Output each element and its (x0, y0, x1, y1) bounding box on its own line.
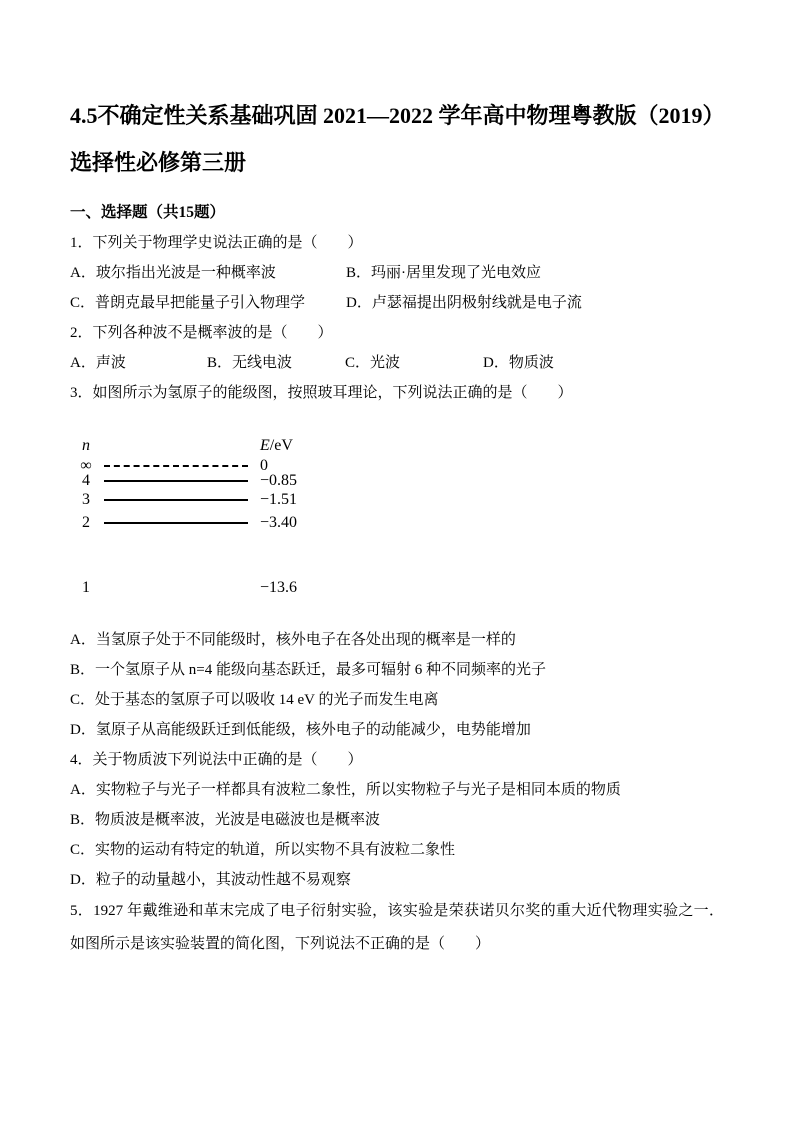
question-2-stem: 2．下列各种波不是概率波的是（ ） (70, 325, 333, 341)
question-1-option-c: C．普朗克最早把能量子引入物理学 (70, 295, 306, 311)
question-3-option-a: A．当氢原子处于不同能级时，核外电子在各处出现的概率是一样的 (70, 632, 516, 648)
question-1 (70, 228, 724, 318)
question-4-options (70, 775, 724, 895)
n-axis-label: n (82, 437, 90, 454)
energy-level-row-infinity (72, 458, 724, 473)
question-1-options (70, 258, 724, 318)
level-label-4: 4 (82, 471, 90, 489)
question-1-option-b: B．玛丽·居里发现了光电效应 (346, 265, 542, 281)
energy-axis-symbol: E (260, 437, 270, 454)
question-3-option-c: C．处于基态的氢原子可以吸收 14 eV 的光子而发生电离 (70, 692, 439, 708)
document-title-line-1: 4.5不确定性关系基础巩固 2021—2022 学年高中物理粤教版（2019） (70, 103, 725, 128)
level-energy-infinity: 0 (260, 456, 268, 474)
level-energy-4: −0.85 (260, 471, 298, 489)
question-3-stem: 3．如图所示为氢原子的能级图，按照玻耳理论，下列说法正确的是（ ） (70, 385, 573, 401)
question-2-option-b: B．无线电波 (207, 355, 293, 371)
energy-level-row-4 (72, 473, 724, 488)
question-3-option-d: D．氢原子从高能级跃迁到低能级，核外电子的动能减少，电势能增加 (70, 722, 531, 738)
question-2-options (70, 348, 724, 378)
question-2 (70, 318, 724, 378)
level-line-dashed-icon (104, 465, 248, 467)
question-1-stem: 1．下列关于物理学史说法正确的是（ ） (70, 235, 363, 251)
level-line-icon (104, 522, 248, 524)
question-3-option-b: B．一个氢原子从 n=4 能级向基态跃迁，最多可辐射 6 种不同频率的光子 (70, 662, 546, 678)
question-4-option-b: B．物质波是概率波，光波是电磁波也是概率波 (70, 812, 381, 828)
question-4 (70, 745, 724, 895)
level-line-icon (104, 480, 248, 482)
level-energy-3: −1.51 (260, 490, 298, 508)
level-energy-2: −3.40 (260, 513, 298, 531)
question-5-stem: 5．1927 年戴维逊和革末完成了电子衍射实验，该实验是荣获诺贝尔奖的重大近代物理实验之一．如图所示是该实验装置的简化图，下列说法不正确的是（ ） (70, 903, 724, 952)
energy-level-diagram (72, 434, 724, 599)
question-1-option-d: D．卢瑟福提出阴极射线就是电子流 (346, 295, 582, 311)
level-label-1: 1 (82, 578, 90, 596)
question-2-option-c: C．光波 (345, 355, 401, 371)
energy-level-row-1 (72, 576, 724, 599)
question-5 (70, 895, 724, 961)
question-3-options (70, 625, 724, 745)
energy-axis-label (260, 437, 293, 455)
level-energy-1: −13.6 (260, 578, 298, 596)
question-4-stem: 4．关于物质波下列说法中正确的是（ ） (70, 752, 363, 768)
question-4-option-a: A．实物粒子与光子一样都具有波粒二象性，所以实物粒子与光子是相同本质的物质 (70, 782, 621, 798)
question-4-option-c: C．实物的运动有特定的轨道，所以实物不具有波粒二象性 (70, 842, 456, 858)
level-line-icon (104, 499, 248, 501)
energy-axis-unit: /eV (269, 437, 293, 454)
diagram-header-row (72, 434, 724, 458)
question-2-option-a: A．声波 (70, 355, 126, 371)
energy-level-row-3 (72, 488, 724, 511)
level-label-3: 3 (82, 490, 90, 508)
section-heading: 一、选择题（共15题） (70, 204, 226, 221)
level-label-2: 2 (82, 513, 90, 531)
question-4-option-d: D．粒子的动量越小，其波动性越不易观察 (70, 872, 351, 888)
energy-level-row-2 (72, 511, 724, 534)
document-title-line-2: 选择性必修第三册 (70, 150, 247, 175)
question-1-option-a: A．玻尔指出光波是一种概率波 (70, 265, 276, 281)
level-label-infinity: ∞ (80, 456, 92, 474)
question-2-option-d: D．物质波 (483, 355, 554, 371)
document-title (70, 92, 724, 186)
question-3 (70, 378, 724, 745)
